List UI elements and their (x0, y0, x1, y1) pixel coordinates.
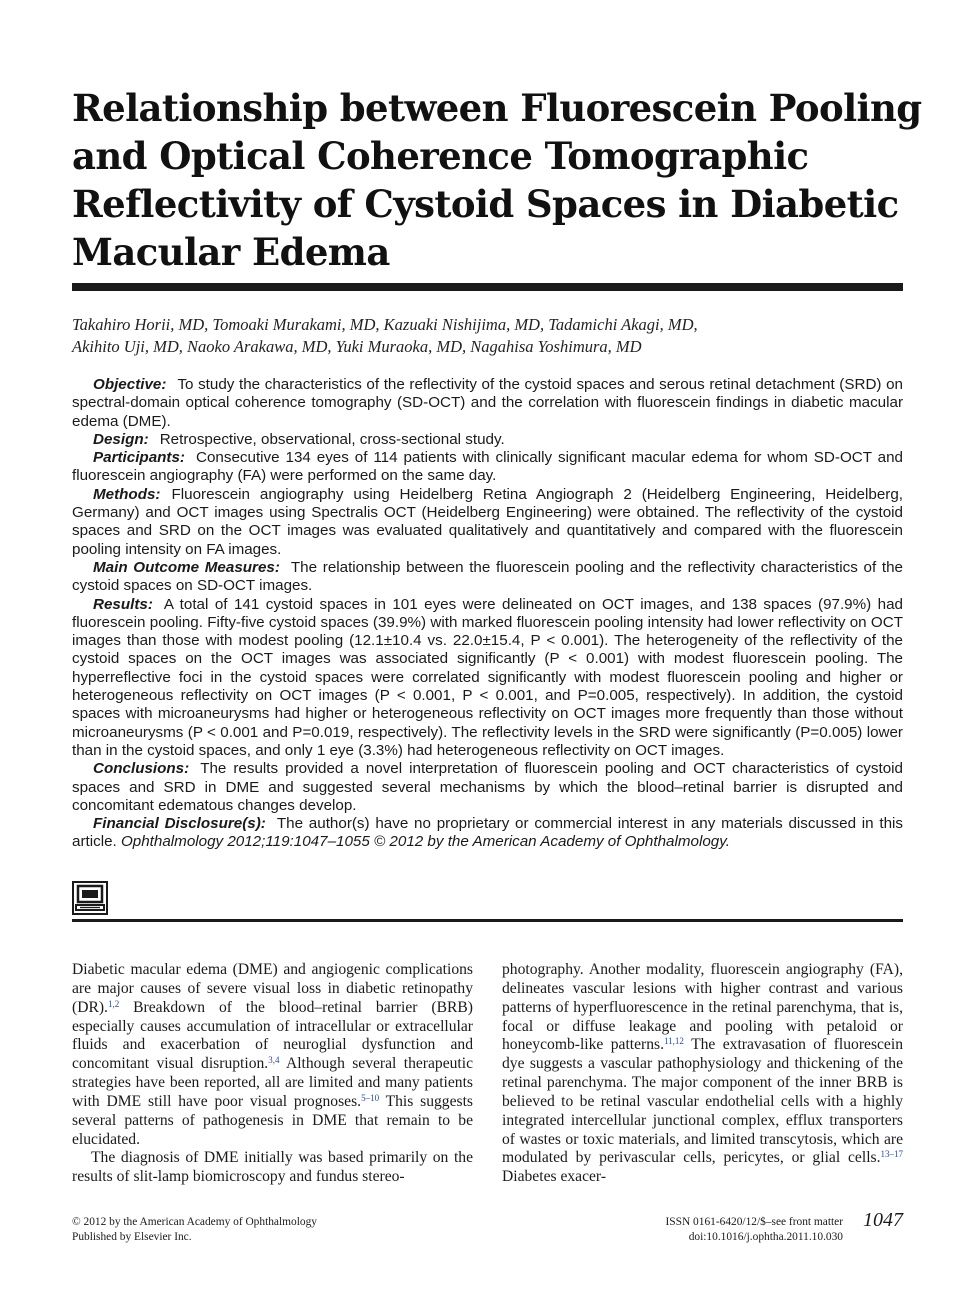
abstract-heading: Results: (93, 595, 153, 613)
computer-monitor-icon-graphic (72, 881, 108, 915)
abstract-text: Retrospective, observational, cross-sectional study. (159, 430, 505, 448)
abstract-text: The results provided a novel interpretation of fluorescein pooling and OCT characteristics of cystoid spaces and SRD in DME and suggested several mechanisms by which the blood–retinal barrier is disrupted and concomitant edematous changes develop. (72, 760, 903, 814)
abstract-methods (72, 486, 903, 559)
abstract-heading: Methods: (93, 485, 161, 503)
abstract-heading: Conclusions: (93, 760, 190, 778)
abstract-text: To study the characteristics of the reflectivity of the cystoid spaces and serous retinal detachment (SRD) on spectral-domain optical coherence tomography (SD-OCT) and the correlation with fluorescein findings in diabetic macular edema (DME). (72, 376, 903, 430)
reference-link[interactable]: 5–10 (361, 1092, 380, 1103)
body-text: The extravasation of fluorescein dye suggests a vascular pathophysiology and thickening of the retinal parenchyma. The major component of the inner BRB is believed to be retinal vascular endothelial cells with a highly integrated intercellular junctional complex, efflux transporters of wastes or toxic materials, and limited transcytosis, which are modulated by perivascular cells, pericytes, or glial cells. (502, 1036, 903, 1167)
page-number: 1047 (863, 1209, 903, 1231)
body-paragraph: The diagnosis of DME initially was based primarily on the results of slit-lamp biomicroscopy and fundus stereo- (72, 1149, 473, 1186)
abstract-text: The author(s) have no proprietary or commercial interest in any materials discussed in this article. (72, 815, 903, 851)
reference-link[interactable]: 11,12 (664, 1036, 684, 1047)
abstract-heading: Financial Disclosure(s): (93, 815, 266, 833)
author-line: Takahiro Horii, MD, Tomoaki Murakami, MD, Kazuaki Nishijima, MD, Tadamichi Akagi, MD, (72, 315, 698, 334)
body-paragraph (72, 961, 473, 1149)
abstract-main-outcome (72, 559, 903, 596)
title-divider (72, 283, 903, 291)
abstract-text: Fluorescein angiography using Heidelberg Retina Angiograph 2 (Heidelberg Engineering, Heidelberg, Germany) and OCT images using Spectralis OCT (Heidelberg Engineering) were obtained. The reflectivity of the cystoid spaces and SRD on the OCT images was evaluated qualitatively and quantitatively and compared with the fluorescein pooling intensity on FA images. (72, 485, 903, 558)
abstract-text: The relationship between the fluorescein pooling and the reflectivity characteristics of the cystoid spaces on SD-OCT images. (72, 558, 903, 595)
reference-link[interactable]: 3,4 (268, 1055, 280, 1066)
abstract-text: Consecutive 134 eyes of 114 patients with clinically significant macular edema for whom SD-OCT and fluorescein angiography (FA) were performed on the same day. (72, 449, 903, 485)
body-text: Diabetic macular edema (DME) and angiogenic complications are major causes of severe visual loss in diabetic retinopathy (DR). (72, 961, 473, 1016)
abstract-heading: Main Outcome Measures: (93, 558, 280, 576)
journal-citation: Ophthalmology 2012;119:1047–1055 © 2012 by the American Academy of Ophthalmology. (120, 833, 730, 851)
article-title (72, 84, 922, 276)
copyright-notice: © 2012 by the American Academy of Ophthalmology (72, 1216, 317, 1228)
body-text: Although several therapeutic strategies have been reported, all are limited and many patients with DME still have poor visual prognoses. (72, 1055, 474, 1110)
body-column-left (72, 961, 473, 1187)
abstract-participants (72, 449, 903, 486)
body-text: This suggests several patterns of pathogenesis in DME that remain to be elucidated. (72, 1092, 473, 1148)
computer-monitor-icon[interactable] (72, 881, 108, 915)
footer-left (72, 1215, 472, 1245)
body-text: Diabetes exacer- (502, 1168, 607, 1186)
abstract-text: A total of 141 cystoid spaces in 101 eyes were delineated on OCT images, and 138 spaces (97.9%) had fluorescein pooling. Fifty-five cystoid spaces (39.9%) with marked fluorescein pooling intensity had lower reflectivity on OCT images than those with modest pooling (12.1±10.4 vs. 22.0±15.4, P < 0.001). The heterogeneity of the reflectivity of the cystoid spaces on the OCT images was associated significantly (P < 0.001) with modest fluorescein pooling. The hyperreflective foci in the cystoid spaces were correlated significantly with modest fluorescein pooling and higher or heterogeneous reflectivity on OCT images (P < 0.001, P < 0.001, and P=0.005, respectively). In addition, the cystoid spaces with microaneurysms had higher or heterogeneous reflectivity on OCT images more frequently than those without microaneurysms (P < 0.001 and P=0.019, respectively). The reflectivity levels in the SRD were significantly (P=0.005) lower than in the cystoid spaces, and only 1 eye (3.3%) had heterogeneous reflectivity on OCT images. (72, 595, 903, 759)
author-line: Akihito Uji, MD, Naoko Arakawa, MD, Yuki Muraoka, MD, Nagahisa Yoshimura, MD (72, 337, 642, 356)
reference-link[interactable]: 1,2 (107, 998, 120, 1009)
footer-right (540, 1215, 843, 1245)
abstract-results (72, 596, 903, 761)
title-line: Relationship between Fluorescein Pooling (72, 86, 922, 130)
abstract-objective (72, 376, 903, 431)
body-paragraph (502, 961, 903, 1187)
publisher-notice: Published by Elsevier Inc. (72, 1231, 192, 1243)
abstract-heading: Design: (93, 430, 149, 448)
title-line: Macular Edema (72, 230, 390, 274)
abstract-design (72, 431, 903, 449)
title-line: and Optical Coherence Tomographic (72, 134, 809, 178)
abstract-heading: Participants: (93, 449, 185, 467)
reference-link[interactable]: 13–17 (880, 1149, 903, 1160)
abstract-heading: Objective: (93, 376, 167, 393)
doi-link[interactable]: doi:10.1016/j.ophtha.2011.10.030 (688, 1231, 843, 1243)
abstract-conclusions (72, 760, 903, 815)
abstract-disclosure (72, 815, 903, 852)
body-text: photography. Another modality, fluorescein angiography (FA), delineates vascular lesions with higher contrast and various patterns of hyperfluorescence in the retinal parenchyma, that is, focal or diffuse leakage and pooling with petaloid or honeycomb-like patterns. (502, 961, 903, 1054)
title-line: Reflectivity of Cystoid Spaces in Diabetic (72, 182, 899, 226)
body-text: Breakdown of the blood–retinal barrier (BRB) especially causes accumulation of intracellular or extracellular fluids and exacerbation of neuroglial dysfunction and concomitant visual disruption. (72, 998, 473, 1073)
author-list (72, 314, 903, 358)
issn-notice: ISSN 0161-6420/12/$–see front matter (665, 1216, 843, 1228)
abstract-divider (72, 919, 903, 922)
body-column-right (502, 961, 903, 1187)
abstract (72, 376, 903, 852)
